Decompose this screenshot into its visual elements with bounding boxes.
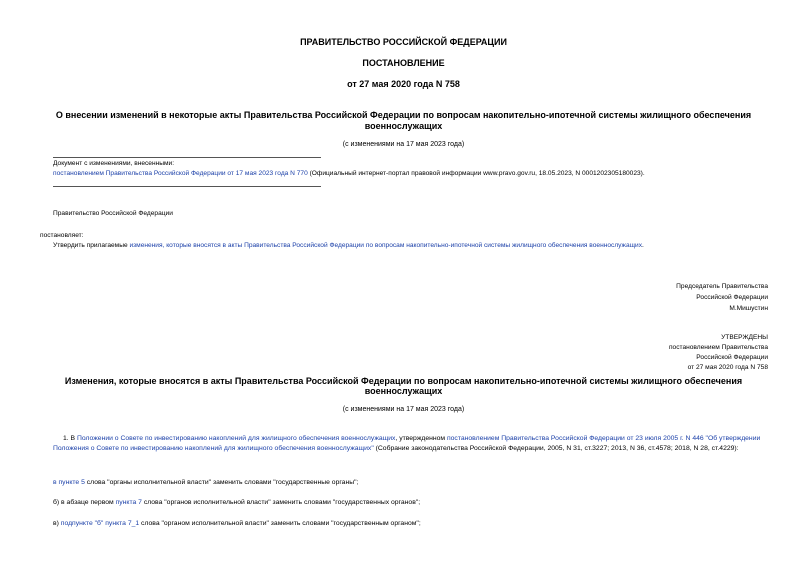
annex-subitem-c (53, 519, 421, 529)
changes-source: (Официальный интернет-портал правовой информации www.pravo.gov.ru, 18.05.2023, N 0001202305180023). (307, 170, 645, 177)
subitem-a-text: слова "органы исполнительной власти" заменить словами "государственные органы"; (84, 479, 359, 486)
signature-position: Председатель Правительства (676, 283, 768, 290)
item1-mid: , утвержденном (395, 435, 447, 442)
annex-edition-note: (с изменениями на 17 мая 2023 года) (342, 406, 465, 413)
approval-line3: Российской Федерации (696, 354, 768, 361)
approval-stamp: УТВЕРЖДЕНЫ (721, 334, 768, 341)
annex-item-1 (53, 434, 769, 454)
subitem-b-link[interactable]: пункта 7 (115, 499, 142, 506)
approve-link[interactable]: изменения, которые вносятся в акты Правительства Российской Федерации по вопросам накопительно-ипотечной системы жилищного обеспечения военнослужащих (129, 242, 643, 249)
changes-entry (53, 170, 645, 177)
subitem-c-link[interactable]: подпункте "б" пункта 7_1 (60, 520, 140, 527)
subitem-b-prefix: б) в абзаце первом (53, 499, 116, 506)
subitem-b-text: слова "органов исполнительной власти" заменить словами "государственных органов"; (141, 499, 421, 506)
document-date-number: от 27 мая 2020 года N 758 (347, 79, 460, 89)
item1-link-decree[interactable]: постановлением Правительства Российской Федерации от 23 июля 2005 г. N 446 "Об утверждении Положения о Совете по инвестированию накоплений для жилищного обеспечения военнослужащих" (53, 435, 761, 452)
item1-number: 1. В (63, 435, 77, 442)
changes-top-rule (53, 157, 321, 158)
annex-title-line1: Изменения, которые вносятся в акты Правительства Российской Федерации по вопросам накопительно-ипотечной системы жилищного обеспечения (64, 376, 743, 386)
subitem-c-text: слова "органом исполнительной власти" заменить словами "государственным органом"; (139, 520, 421, 527)
decides-text: постановляет: (40, 232, 84, 239)
subitem-c-prefix: в) (53, 520, 61, 527)
government-heading: ПРАВИТЕЛЬСТВО РОССИЙСКОЙ ФЕДЕРАЦИИ (300, 37, 507, 47)
document-type: ПОСТАНОВЛЕНИЕ (362, 58, 445, 68)
edition-note: (с изменениями на 17 мая 2023 года) (342, 141, 465, 148)
document-title-line1: О внесении изменений в некоторые акты Правительства Российской Федерации по вопросам накопительно-ипотечной системы жилищного обеспечения (55, 110, 752, 120)
document-title-line2: военнослужащих (364, 121, 443, 131)
approval-line4: от 27 мая 2020 года N 758 (687, 364, 768, 371)
item1-link-regulation[interactable]: Положении о Совете по инвестированию накоплений для жилищного обеспечения военнослужащих (76, 435, 396, 442)
approval-line2: постановлением Правительства (668, 344, 768, 351)
changes-label: Документ с изменениями, внесенными: (53, 160, 175, 167)
item1-tail: (Собрание законодательства Российской Федерации, 2005, N 31, ст.3227; 2013, N 36, ст.4578; 2018, N 28, ст.4229): (373, 445, 739, 452)
issuer-text: Правительство Российской Федерации (53, 210, 173, 217)
signature-country: Российской Федерации (696, 294, 768, 301)
approve-suffix: . (642, 242, 644, 249)
annex-subitem-b (53, 498, 420, 508)
changes-bottom-rule (53, 186, 321, 187)
approve-prefix: Утвердить прилагаемые (53, 242, 130, 249)
approve-paragraph (53, 242, 644, 249)
changes-link[interactable]: постановлением Правительства Российской Федерации от 17 мая 2023 года N 770 (53, 170, 308, 177)
signature-name: М.Мишустин (729, 305, 768, 312)
annex-title-line2: военнослужащих (364, 386, 443, 396)
annex-subitem-a (53, 478, 358, 488)
subitem-a-link[interactable]: в пункте 5 (53, 479, 85, 486)
